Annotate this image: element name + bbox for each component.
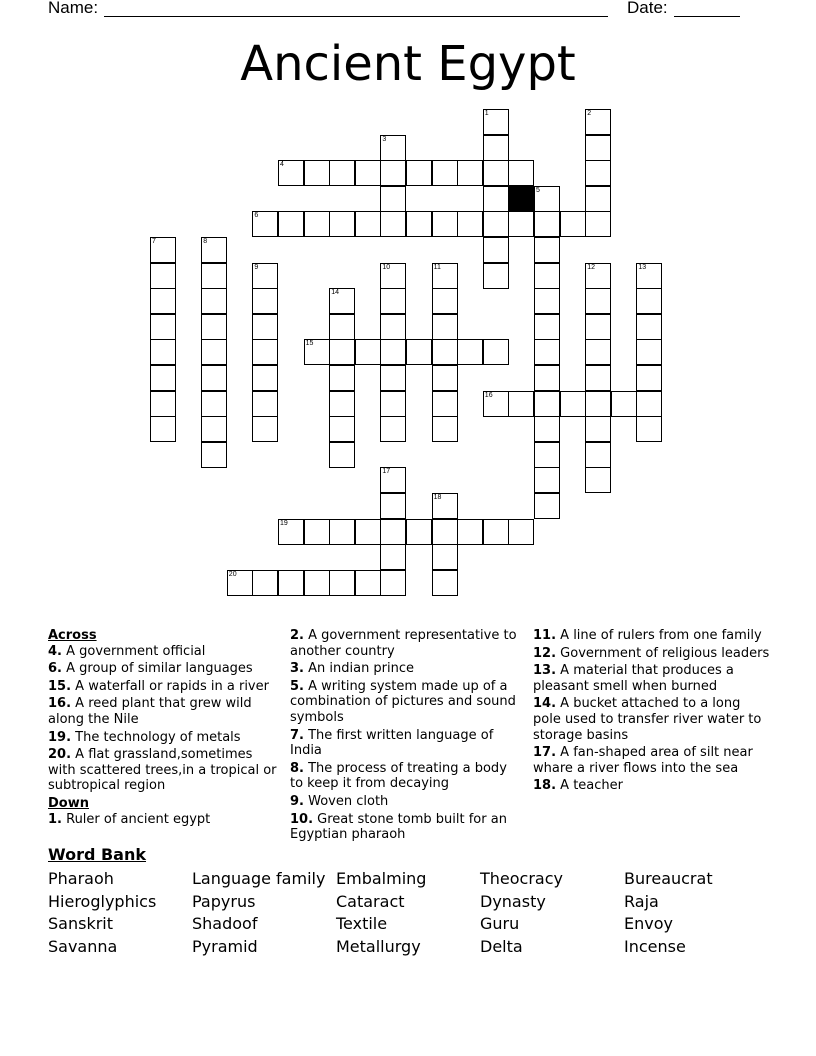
clues-column-1 [48, 628, 278, 829]
grid-cell[interactable] [380, 211, 406, 237]
grid-cell[interactable] [304, 339, 330, 365]
grid-cell[interactable] [329, 211, 355, 237]
grid-cell[interactable] [611, 391, 637, 417]
grid-cell[interactable] [201, 314, 227, 340]
clue-text: Government of religious leaders [556, 645, 770, 661]
grid-cell[interactable] [252, 416, 278, 442]
clue-number: 12. [533, 645, 557, 661]
cell-number: 12 [587, 263, 595, 271]
cell-number: 7 [152, 238, 156, 245]
clue-item [290, 628, 520, 659]
cell-number: 16 [484, 391, 493, 399]
grid-cell[interactable] [252, 288, 278, 314]
clue-number: 5. [290, 678, 304, 694]
cell-number: 4 [280, 161, 284, 169]
grid-cell[interactable] [483, 237, 509, 263]
word-bank-item: Theocracy [480, 869, 563, 888]
grid-cell[interactable] [329, 288, 355, 314]
grid-cell[interactable] [585, 288, 611, 314]
cell-number: 15 [305, 340, 314, 348]
grid-cell[interactable] [278, 570, 304, 596]
clue-number: 14. [533, 696, 557, 712]
grid-cell[interactable] [380, 160, 406, 186]
grid-cell[interactable] [329, 570, 355, 596]
grid-cell[interactable] [150, 288, 176, 314]
grid-cell[interactable] [150, 365, 176, 391]
grid-cell[interactable] [252, 339, 278, 365]
grid-cell[interactable] [432, 288, 458, 314]
grid-cell[interactable] [534, 416, 560, 442]
word-bank-item: Shadoof [192, 914, 258, 934]
grid-cell[interactable] [329, 365, 355, 391]
word-bank-item: Envoy [624, 914, 673, 934]
grid-cell[interactable] [534, 263, 560, 289]
grid-cell[interactable] [457, 339, 483, 365]
word-bank-item: Embalming [336, 869, 427, 888]
clue-number: 2. [290, 628, 304, 643]
grid-cell[interactable] [585, 263, 611, 289]
grid-cell[interactable] [380, 570, 406, 596]
grid-cell[interactable] [483, 109, 509, 135]
page-title: Ancient Egypt [240, 36, 576, 92]
clue-item [48, 644, 278, 660]
grid-cell[interactable] [304, 570, 330, 596]
grid-cell[interactable] [585, 160, 611, 186]
cell-number: 6 [254, 212, 259, 220]
word-bank-item: Textile [336, 914, 388, 934]
grid-cell[interactable] [432, 519, 458, 545]
grid-cell[interactable] [585, 314, 611, 340]
grid-cell[interactable] [252, 391, 278, 417]
grid-cell[interactable] [150, 416, 176, 442]
grid-cell[interactable] [432, 416, 458, 442]
grid-cell[interactable] [304, 160, 330, 186]
grid-cell[interactable] [380, 186, 406, 212]
grid-cell[interactable] [380, 519, 406, 545]
grid-cell[interactable] [150, 237, 176, 263]
grid-cell[interactable] [201, 416, 227, 442]
cell-number: 17 [382, 468, 391, 476]
clue-item [533, 778, 771, 794]
clue-text: A group of similar languages [61, 661, 253, 677]
clue-item [533, 663, 771, 694]
grid-cell[interactable] [304, 211, 330, 237]
grid-cell[interactable] [483, 263, 509, 289]
clue-number: 10. [290, 811, 314, 827]
cell-number: 20 [228, 570, 237, 578]
grid-cell[interactable] [201, 391, 227, 417]
grid-cell[interactable] [457, 211, 483, 237]
word-bank-item: Bureaucrat [624, 869, 713, 888]
grid-cell[interactable] [636, 288, 662, 314]
grid-cell[interactable] [432, 391, 458, 417]
grid-cell[interactable] [201, 237, 227, 263]
clue-text: A teacher [556, 778, 623, 794]
grid-cell[interactable] [432, 263, 458, 289]
clue-number: 16. [48, 696, 72, 712]
grid-cell[interactable] [585, 467, 611, 493]
grid-cell[interactable] [329, 519, 355, 545]
date-label: Date: [627, 0, 668, 17]
grid-cell[interactable] [252, 211, 278, 237]
clue-heading: Down [48, 795, 89, 811]
grid-cell[interactable] [585, 339, 611, 365]
grid-cell[interactable] [585, 211, 611, 237]
grid-cell[interactable] [201, 365, 227, 391]
grid-cell[interactable] [432, 544, 458, 570]
clue-number: 19. [48, 729, 72, 745]
grid-cell[interactable] [355, 160, 381, 186]
grid-cell[interactable] [483, 339, 509, 365]
grid-cell[interactable] [329, 442, 355, 468]
word-bank-item: Pyramid [192, 936, 258, 956]
word-bank [48, 845, 768, 960]
grid-cell[interactable] [432, 570, 458, 596]
grid-cell[interactable] [329, 391, 355, 417]
grid-cell[interactable] [483, 391, 509, 417]
grid-cell[interactable] [534, 442, 560, 468]
grid-cell[interactable] [508, 519, 534, 545]
name-label: Name: [48, 0, 99, 17]
word-bank-item: Dynasty [480, 891, 546, 911]
clue-item [48, 696, 278, 727]
clue-item [290, 728, 520, 759]
clue-text: A government representative to another country [290, 628, 517, 659]
grid-cell[interactable] [380, 493, 406, 519]
clue-item [48, 812, 278, 828]
grid-cell[interactable] [278, 160, 304, 186]
word-bank-item: Sanskrit [48, 914, 113, 934]
grid-cell[interactable] [585, 109, 611, 135]
grid-cell[interactable] [380, 314, 406, 340]
grid-cell[interactable] [380, 467, 406, 493]
clue-number: 17. [533, 745, 557, 761]
cell-number: 13 [638, 263, 647, 271]
clue-text: A flat grassland,sometimes with scattered trees,in a tropical or subtropical region [48, 747, 277, 794]
word-bank-item: Incense [624, 936, 686, 956]
cell-number: 8 [203, 238, 208, 245]
cell-number: 19 [280, 519, 288, 527]
clue-text: Woven cloth [303, 793, 389, 809]
word-bank-item: Cataract [336, 891, 405, 911]
clue-number: 1. [48, 811, 62, 827]
clue-number: 3. [290, 661, 304, 677]
cell-number: 9 [254, 263, 259, 271]
clue-item [48, 679, 278, 695]
clue-text: A writing system made up of a combination of pictures and sound symbols [290, 678, 516, 725]
cell-number: 1 [484, 110, 489, 117]
grid-cell[interactable] [585, 186, 611, 212]
clue-item [290, 812, 520, 843]
grid-cell[interactable] [329, 339, 355, 365]
grid-cell[interactable] [432, 339, 458, 365]
clue-text: A government official [61, 643, 206, 659]
grid-cell[interactable] [585, 442, 611, 468]
clue-item [533, 646, 771, 662]
grid-cell[interactable] [201, 339, 227, 365]
grid-cell[interactable] [585, 365, 611, 391]
clue-text: The technology of metals [71, 729, 241, 745]
grid-cell[interactable] [406, 519, 432, 545]
clue-item [48, 747, 278, 794]
cell-number: 3 [382, 135, 387, 143]
word-bank-item: Savanna [48, 936, 118, 956]
clue-item [290, 679, 520, 726]
grid-cell[interactable] [304, 519, 330, 545]
grid-cell[interactable] [252, 570, 278, 596]
grid-cell[interactable] [252, 263, 278, 289]
grid-cell[interactable] [432, 211, 458, 237]
grid-cell[interactable] [636, 365, 662, 391]
clue-item [48, 661, 278, 677]
grid-cell[interactable] [534, 467, 560, 493]
grid-cell[interactable] [380, 135, 406, 161]
clue-text: An indian prince [303, 661, 415, 677]
grid-cell[interactable] [483, 211, 509, 237]
cell-number: 10 [382, 263, 391, 271]
grid-cell[interactable] [406, 211, 432, 237]
grid-cell[interactable] [150, 263, 176, 289]
word-bank-title: Word Bank [48, 845, 147, 864]
word-bank-item: Guru [480, 914, 520, 934]
grid-cell[interactable] [534, 391, 560, 417]
grid-cell[interactable] [380, 365, 406, 391]
grid-cell[interactable] [457, 160, 483, 186]
clue-number: 20. [48, 747, 72, 763]
grid-cell[interactable] [636, 416, 662, 442]
clue-number: 7. [290, 727, 304, 743]
grid-cell[interactable] [483, 160, 509, 186]
grid-cell[interactable] [508, 160, 534, 186]
grid-cell[interactable] [457, 519, 483, 545]
clue-item [290, 761, 520, 792]
grid-cell[interactable] [483, 135, 509, 161]
clue-number: 11. [533, 628, 557, 643]
grid-cell[interactable] [560, 391, 586, 417]
grid-cell[interactable] [636, 391, 662, 417]
word-bank-item: Raja [624, 891, 659, 911]
cell-number: 5 [536, 186, 540, 194]
grid-cell[interactable] [150, 339, 176, 365]
word-bank-item: Pharaoh [48, 869, 114, 888]
cell-number: 14 [331, 289, 339, 297]
grid-cell[interactable] [380, 263, 406, 289]
grid-cell[interactable] [278, 211, 304, 237]
clue-text: A line of rulers from one family [556, 628, 762, 643]
clue-item [290, 661, 520, 677]
grid-cell[interactable] [508, 391, 534, 417]
grid-cell[interactable] [432, 493, 458, 519]
grid-cell[interactable] [534, 314, 560, 340]
clue-number: 8. [290, 760, 304, 776]
grid-cell[interactable] [432, 160, 458, 186]
grid-cell[interactable] [432, 314, 458, 340]
grid-cell[interactable] [201, 442, 227, 468]
grid-cell[interactable] [380, 544, 406, 570]
clue-text: A bucket attached to a long pole used to transfer river water to storage basins [533, 696, 762, 743]
clue-number: 6. [48, 661, 62, 677]
word-bank-item: Delta [480, 936, 523, 956]
grid-cell[interactable] [150, 391, 176, 417]
grid-cell[interactable] [278, 519, 304, 545]
clue-item [48, 730, 278, 746]
grid-cell[interactable] [380, 416, 406, 442]
grid-cell[interactable] [432, 365, 458, 391]
clues-column-3 [533, 628, 771, 796]
clue-item [533, 628, 771, 644]
grid-cell[interactable] [636, 263, 662, 289]
word-bank-list [48, 868, 768, 960]
grid-cell[interactable] [406, 339, 432, 365]
clue-text: Ruler of ancient egypt [61, 811, 211, 827]
grid-cell[interactable] [534, 237, 560, 263]
grid-cell[interactable] [534, 288, 560, 314]
word-bank-item: Papyrus [192, 891, 256, 911]
grid-cell[interactable] [329, 160, 355, 186]
clue-heading: Across [48, 628, 97, 643]
clue-text: The process of treating a body to keep it from decaying [290, 760, 507, 792]
grid-cell[interactable] [355, 339, 381, 365]
grid-cell[interactable] [227, 570, 253, 596]
word-bank-item: Metallurgy [336, 936, 421, 956]
grid-cell[interactable] [483, 186, 509, 212]
clue-item [533, 745, 771, 776]
clue-text: The first written language of India [290, 727, 494, 759]
clue-text: Great stone tomb built for an Egyptian pharaoh [290, 811, 507, 843]
clue-item [290, 794, 520, 810]
grid-cell[interactable] [355, 570, 381, 596]
clue-number: 18. [533, 778, 557, 794]
grid-cell[interactable] [508, 211, 534, 237]
grid-cell[interactable] [329, 314, 355, 340]
grid-cell[interactable] [585, 135, 611, 161]
clue-text: A fan-shaped area of silt near whare a river flows into the sea [533, 745, 753, 776]
grid-cell[interactable] [355, 211, 381, 237]
grid-cell[interactable] [406, 160, 432, 186]
clue-text: A waterfall or rapids in a river [71, 678, 269, 694]
clue-item [533, 696, 771, 743]
grid-cell[interactable] [380, 391, 406, 417]
clue-number: 15. [48, 678, 72, 694]
cell-number: 2 [587, 110, 592, 117]
grid-cell[interactable] [355, 519, 381, 545]
grid-cell[interactable] [252, 365, 278, 391]
grid-cell[interactable] [329, 416, 355, 442]
grid-cell[interactable] [534, 339, 560, 365]
cell-number: 11 [433, 263, 441, 271]
grid-cell[interactable] [636, 339, 662, 365]
word-bank-item: Language family [192, 869, 326, 888]
grid-cell[interactable] [252, 314, 278, 340]
grid-cell[interactable] [585, 391, 611, 417]
clue-text: A material that produces a pleasant smell when burned [533, 663, 734, 694]
grid-cell[interactable] [534, 211, 560, 237]
grid-cell[interactable] [534, 493, 560, 519]
cell-number: 18 [433, 494, 442, 501]
clues-column-2 [290, 628, 520, 845]
clue-number: 13. [533, 663, 557, 679]
grid-cell[interactable] [380, 288, 406, 314]
grid-cell[interactable] [201, 288, 227, 314]
black-square [508, 186, 534, 212]
grid-cell[interactable] [483, 519, 509, 545]
grid-cell[interactable] [150, 314, 176, 340]
grid-cell[interactable] [534, 186, 560, 212]
grid-cell[interactable] [636, 314, 662, 340]
grid-cell[interactable] [201, 263, 227, 289]
grid-cell[interactable] [534, 365, 560, 391]
grid-cell[interactable] [585, 416, 611, 442]
grid-cell[interactable] [560, 211, 586, 237]
word-bank-item: Hieroglyphics [48, 891, 157, 911]
clue-number: 4. [48, 643, 62, 659]
clue-text: A reed plant that grew wild along the Nile [48, 696, 252, 727]
clue-number: 9. [290, 793, 304, 809]
grid-cell[interactable] [380, 339, 406, 365]
